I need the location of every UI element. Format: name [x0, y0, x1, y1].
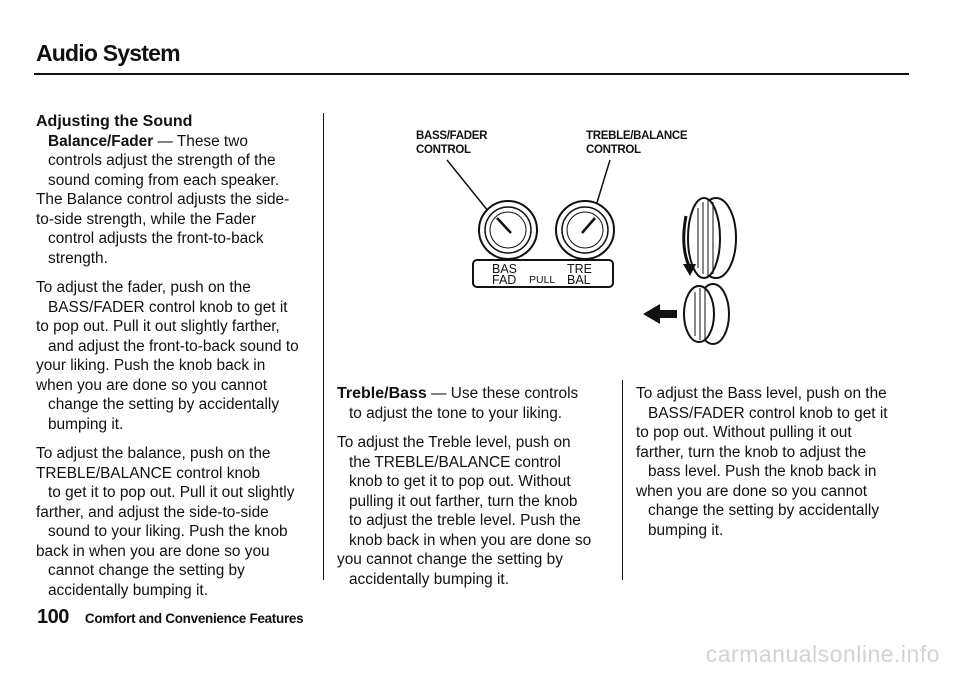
paragraph-line: and adjust the front-to-back sound to: [48, 337, 299, 355]
bass-instructions-paragraph: [636, 384, 926, 540]
left-column: [36, 112, 321, 610]
paragraph-line: when you are done so you cannot: [36, 376, 268, 394]
paragraph-line: The Balance control adjusts the side-: [36, 191, 290, 208]
header-rule: [34, 73, 909, 75]
middle-column: [337, 384, 619, 599]
paragraph-line: controls adjust the strength of the: [48, 152, 276, 169]
paragraph-line: control adjusts the front-to-back: [48, 230, 264, 247]
paragraph-line: when you are done so you cannot: [636, 482, 868, 500]
paragraph-line: to pop out. Pull it out slightly farther,: [36, 318, 280, 335]
paragraph-line: bumping it.: [648, 521, 724, 539]
page-title: Audio System: [36, 40, 180, 66]
treble-bass-intro-paragraph: [337, 384, 619, 423]
panel-fad-label: FAD: [492, 273, 517, 287]
paragraph-line: bumping it.: [48, 415, 124, 433]
treble-instructions-paragraph: [337, 433, 619, 589]
paragraph-line: BASS/FADER control knob to get it: [648, 404, 888, 422]
watermark: carmanualsonline.info: [705, 641, 940, 667]
paragraph-line: accidentally bumping it.: [48, 581, 208, 599]
paragraph-line: BASS/FADER control knob to get it: [48, 298, 288, 316]
paragraph-line: cannot change the setting by: [48, 562, 245, 579]
paragraph-line: strength.: [48, 249, 108, 267]
audio-controls-figure: [405, 120, 785, 350]
treble-bass-title: Treble/Bass: [337, 385, 427, 402]
column-divider-right: [622, 380, 623, 580]
paragraph-line: change the setting by accidentally: [648, 502, 880, 519]
paragraph-line: to pop out. Without pulling it out: [636, 424, 852, 441]
page-footer: [37, 606, 303, 629]
treble-balance-knob-icon: [556, 201, 614, 259]
paragraph-line: your liking. Push the knob back in: [36, 357, 266, 374]
paragraph-line: to adjust the treble level. Push the: [349, 512, 581, 529]
paragraph-line: change the setting by accidentally: [48, 396, 280, 413]
paragraph-line: to get it to pop out. Pull it out slightly: [48, 484, 295, 501]
bass-fader-label: BASS/FADER CONTROL: [416, 130, 488, 156]
paragraph-line: knob to get it to pop out. Without: [349, 473, 571, 490]
page-number: 100: [37, 606, 69, 628]
column-divider-left: [323, 113, 324, 580]
footer-section-title: Comfort and Convenience Features: [84, 611, 304, 626]
paragraph-line: the TREBLE/BALANCE control: [349, 453, 561, 471]
balance-instructions-paragraph: [36, 444, 321, 600]
paragraph-line: to adjust the tone to your liking.: [349, 404, 563, 422]
paragraph-line: to-side strength, while the Fader: [36, 210, 256, 228]
section-heading: Adjusting the Sound: [36, 113, 193, 130]
paragraph-line: sound coming from each speaker.: [48, 171, 279, 189]
bass-fader-knob-icon: [479, 201, 537, 259]
treble-balance-label: TREBLE/BALANCE CONTROL: [586, 130, 688, 156]
paragraph-line: To adjust the Bass level, push on the: [636, 385, 887, 402]
paragraph-line: Balance/Fader — These two: [48, 132, 248, 150]
paragraph-line: — Use these controls: [426, 385, 579, 402]
paragraph-line: you cannot change the setting by: [337, 551, 563, 568]
panel-bal-label: BAL: [567, 273, 591, 287]
balance-fader-paragraph: [36, 132, 321, 269]
paragraph-line: To adjust the balance, push on the: [36, 445, 271, 462]
fader-instructions-paragraph: [36, 278, 321, 434]
paragraph-line: farther, and adjust the side-to-side: [36, 503, 269, 521]
figure-drawing: [405, 120, 785, 350]
panel-tre-label: TRE: [567, 262, 592, 276]
paragraph-line: farther, turn the knob to adjust the: [636, 443, 867, 461]
pull-knob-icon: [643, 284, 729, 344]
paragraph-line: To adjust the fader, push on the: [36, 279, 251, 296]
paragraph-line: back in when you are done so you: [36, 542, 270, 560]
rotate-knob-icon: [683, 198, 736, 278]
paragraph-line: To adjust the Treble level, push on: [337, 434, 571, 451]
right-column: [636, 384, 926, 550]
paragraph-line: accidentally bumping it.: [349, 570, 509, 588]
paragraph-line: pulling it out farther, turn the knob: [349, 492, 578, 510]
balance-fader-lead: Balance/Fader: [48, 132, 154, 150]
paragraph-line: bass level. Push the knob back in: [648, 463, 877, 480]
paragraph-line: knob back in when you are done so: [349, 531, 592, 549]
paragraph-line: sound to your liking. Push the knob: [48, 523, 288, 540]
paragraph-line: TREBLE/BALANCE control knob: [36, 464, 261, 482]
panel-pull-label: PULL: [529, 274, 556, 286]
panel-bas-label: BAS: [492, 262, 518, 276]
